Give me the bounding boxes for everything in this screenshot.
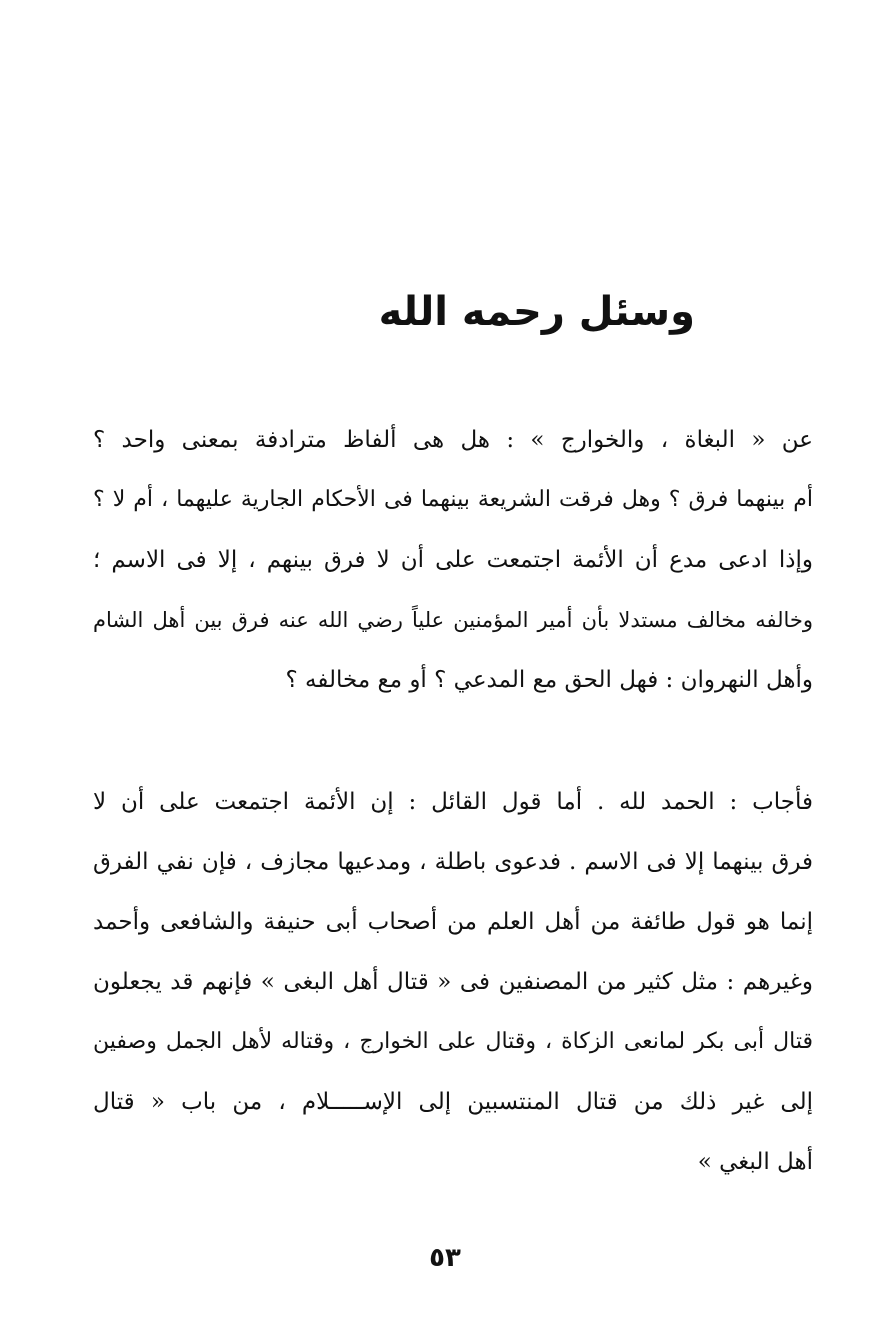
answer-line-5: قتال أبى بكر لمانعى الزكاة ، وقتال على الخوارج ، وقتاله لأهل الجمل وصفين bbox=[93, 1029, 813, 1054]
answer-line-1: فأجاب : الحمد لله . أما قول القائل : إن الأئمة اجتمعت على أن لا bbox=[93, 789, 813, 815]
answer-line-3: إنما هو قول طائفة من أهل العلم من أصحاب أبى حنيفة والشافعى وأحمد bbox=[93, 909, 813, 935]
question-line-1: عن « البغاة ، والخوارج » : هل هى ألفاظ مترادفة بمعنى واحد ؟ bbox=[93, 427, 813, 453]
section-heading: وسئل رحمه الله bbox=[378, 289, 695, 335]
answer-line-7: أهل البغي » bbox=[697, 1149, 813, 1175]
answer-line-6: إلى غير ذلك من قتال المنتسبين إلى الإســـــلام ، من باب « قتال bbox=[93, 1089, 813, 1115]
question-line-2: أم بينهما فرق ؟ وهل فرقت الشريعة بينهما فى الأحكام الجارية عليهما ، أم لا ؟ bbox=[93, 487, 813, 512]
question-line-5: وأهل النهروان : فهل الحق مع المدعي ؟ أو مع مخالفه ؟ bbox=[285, 667, 813, 693]
question-paragraph bbox=[93, 410, 813, 710]
answer-line-4: وغيرهم : مثل كثير من المصنفين فى « قتال أهل البغى » فإنهم قد يجعلون bbox=[93, 969, 813, 995]
page-number: ٥٣ bbox=[429, 1243, 461, 1273]
question-line-4: وخالفه مخالف مستدلا بأن أمير المؤمنين علياً رضي الله عنه فرق بين أهل الشام bbox=[93, 608, 813, 632]
question-line-3: وإذا ادعى مدع أن الأئمة اجتمعت على أن لا فرق بينهم ، إلا فى الاسم ؛ bbox=[93, 547, 813, 573]
answer-line-2: فرق بينهما إلا فى الاسم . فدعوى باطلة ، ومدعيها مجازف ، فإن نفي الفرق bbox=[93, 849, 813, 875]
answer-paragraph bbox=[93, 772, 813, 1192]
